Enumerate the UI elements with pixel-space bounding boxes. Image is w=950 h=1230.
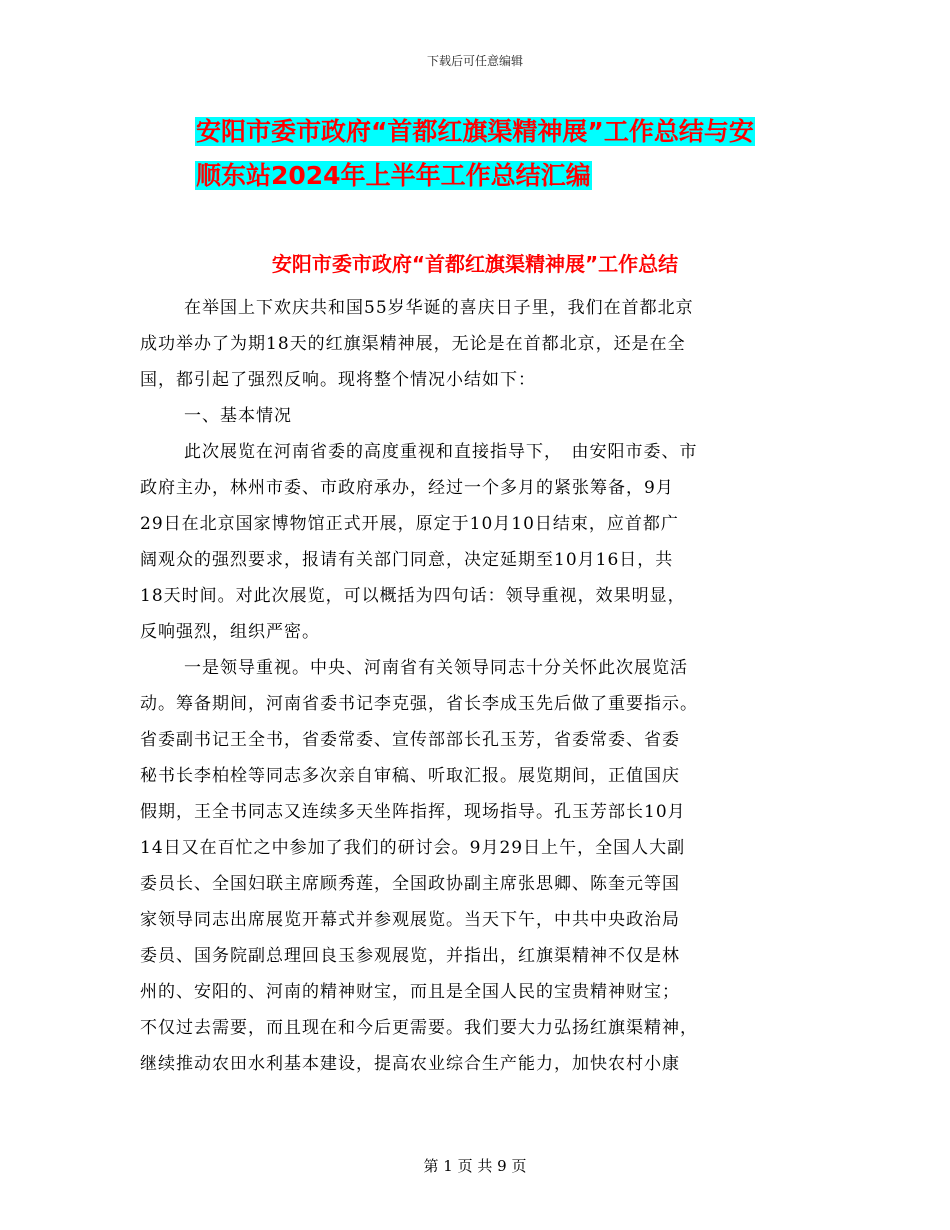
paragraph-line: 国，都引起了强烈反响。现将整个情况小结如下： (140, 370, 536, 390)
paragraph-line: 委员长、全国妇联主席顾秀莲，全国政协副主席张思卿、陈奎元等国 (140, 874, 680, 894)
section-title: 安阳市委市政府“首都红旗渠精神展”工作总结 (271, 252, 679, 276)
paragraph-line: 家领导同志出席展览开幕式并参观展览。当天下午，中共中央政治局 (140, 910, 680, 930)
paragraph-line: 不仅过去需要，而且现在和今后更需要。我们要大力弘扬红旗渠精神， (140, 1018, 698, 1038)
paragraph-line: 动。筹备期间，河南省委书记李克强，省长李成玉先后做了重要指示。 (140, 694, 698, 714)
paragraph-line: 成功举办了为期18天的红旗渠精神展，无论是在首都北京，还是在全 (140, 334, 686, 354)
paragraph-line: 省委副书记王全书，省委常委、宣传部部长孔玉芳，省委常委、省委 (140, 730, 680, 750)
paragraph-line: 委员、国务院副总理回良玉参观展览，并指出，红旗渠精神不仅是林 (140, 946, 680, 966)
paragraph (140, 650, 808, 1082)
paragraph-line: 此次展览在河南省委的高度重视和直接指导下， 由安阳市委、市 (184, 442, 698, 462)
paragraph-line: 州的、安阳的、河南的精神财宝，而且是全国人民的宝贵精神财宝； (140, 982, 680, 1002)
paragraph-line: 29日在北京国家博物馆正式开展，原定于10月10日结束，应首都广 (140, 514, 679, 534)
paragraph-line: 在举国上下欢庆共和国55岁华诞的喜庆日子里，我们在首都北京 (184, 298, 694, 318)
paragraph-line: 14日又在百忙之中参加了我们的研讨会。9月29日上午，全国人大副 (140, 838, 686, 858)
header-note: 下载后可任意编辑 (426, 54, 523, 68)
paragraph (140, 434, 808, 650)
paragraph-line: 阔观众的强烈要求，报请有关部门同意，决定延期至10月16日，共 (140, 550, 674, 570)
document-title-line-2 (195, 160, 835, 192)
paragraph-line: 反响强烈，组织严密。 (140, 622, 320, 642)
paragraph (140, 290, 808, 398)
paragraph-line: 假期，王全书同志又连续多天坐阵指挥，现场指导。孔玉芳部长10月 (140, 802, 686, 822)
paragraph-line: 18天时间。对此次展览，可以概括为四句话：领导重视，效果明显， (140, 586, 686, 606)
document-title-line-1 (195, 116, 835, 148)
page-footer: 第 1 页 共 9 页 (423, 1157, 527, 1175)
paragraph-line: 继续推动农田水利基本建设，提高农业综合生产能力，加快农村小康 (140, 1054, 680, 1074)
paragraph-line: 秘书长李柏栓等同志多次亲自审稿、听取汇报。展览期间，正值国庆 (140, 766, 680, 786)
paragraph-line: 政府主办，林州市委、市政府承办，经过一个多月的紧张筹备，9月 (140, 478, 674, 498)
document-body (140, 290, 808, 1082)
paragraph-line: 一、基本情况 (184, 406, 292, 426)
title-highlight: 安阳市委市政府“首都红旗渠精神展”工作总结与安 (196, 117, 754, 146)
paragraph (140, 398, 808, 434)
paragraph-line: 一是领导重视。中央、河南省有关领导同志十分关怀此次展览活 (184, 658, 688, 678)
title-highlight: 顺东站2024年上半年工作总结汇编 (196, 161, 591, 190)
